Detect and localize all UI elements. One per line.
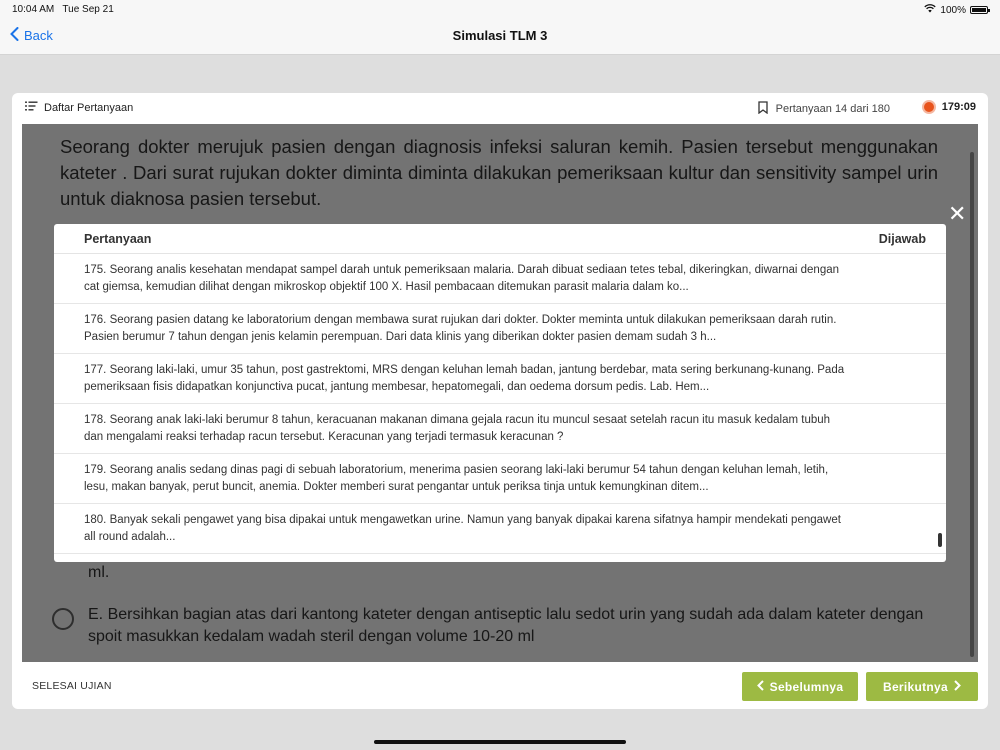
list-item-text: 178. Seorang anak laki-laki berumur 8 tahun, keracuanan makanan dimana gejala racun itu muncul sesaat setelah racun itu masuk kedalam tubuh dan mengalami reaksi terhadap racun tersebut. Keracunan yang terjadi termasuk keracunan ? — [84, 414, 831, 443]
list-icon — [25, 101, 38, 114]
previous-label: Sebelumnya — [769, 679, 844, 694]
list-item[interactable] — [54, 254, 946, 304]
question-list-label: Daftar Pertanyaan — [44, 101, 134, 114]
timer-record-icon — [922, 100, 936, 114]
popup-scrollbar[interactable] — [938, 533, 942, 547]
close-icon[interactable]: ✕ — [948, 201, 967, 226]
question-list-popup — [54, 224, 946, 562]
page-title: Simulasi TLM 3 — [452, 28, 548, 43]
question-counter — [758, 101, 890, 117]
question-counter-text: Pertanyaan 14 dari 180 — [775, 103, 890, 115]
back-label: Back — [24, 28, 53, 43]
battery-percent: 100% — [940, 4, 966, 16]
list-item[interactable] — [54, 304, 946, 354]
chevron-left-icon — [757, 680, 764, 694]
list-item[interactable] — [54, 504, 946, 554]
column-question: Pertanyaan — [84, 231, 152, 246]
card-header — [12, 93, 988, 123]
popup-header — [54, 224, 946, 254]
list-item-text: 176. Seorang pasien datang ke laboratorium dengan membawa surat rujukan dari dokter. Dokter meminta untuk dilakukan pemeriksaan darah rutin. Pasien berumur 7 tahun dengan jenis kelamin perempuan. Dari data klinis yang diberikan dokter pasien demam sudah 3 h... — [84, 314, 837, 343]
list-item[interactable] — [54, 354, 946, 404]
list-item[interactable] — [54, 454, 946, 504]
exam-timer — [922, 100, 976, 114]
status-date: Tue Sep 21 — [62, 4, 114, 15]
top-bar — [0, 0, 1000, 55]
bookmark-icon[interactable] — [758, 101, 768, 117]
status-time — [12, 4, 114, 15]
list-item-text: 175. Seorang analis kesehatan mendapat sampel darah untuk pemeriksaan malaria. Darah dibuat sediaan tetes tebal, dikeringkan, diwarnai dengan cat giemsa, kemudian dilihat dengan mikroskop objektif 100 X. Hasil pembacaan ditemukan parasit malaria dalam ko... — [84, 264, 840, 293]
battery-icon — [970, 6, 988, 14]
column-answered: Dijawab — [878, 231, 926, 246]
battery-level — [972, 8, 986, 12]
previous-button[interactable] — [742, 672, 858, 701]
home-indicator[interactable] — [374, 740, 626, 744]
chevron-right-icon — [954, 680, 961, 694]
question-list-button[interactable] — [25, 101, 133, 114]
timer-value: 179:09 — [941, 101, 976, 113]
status-indicators — [924, 4, 988, 16]
list-item-text: 177. Seorang laki-laki, umur 35 tahun, post gastrektomi, MRS dengan keluhan lemah badan, jantung berdebar, mata sering berkunang-kunang. Pada pemeriksaan fisis didapatkan konjunctiva pucat, jantung membesar, hepatomegali, dan oedema dorsum pedis. Lab. Hem... — [84, 364, 845, 393]
next-button[interactable] — [866, 672, 978, 701]
finish-exam-button[interactable]: SELESAI UJIAN — [32, 680, 112, 692]
status-clock: 10:04 AM — [12, 4, 55, 15]
list-item-text: 180. Banyak sekali pengawet yang bisa dipakai untuk mengawetkan urine. Namun yang banyak dipakai karena sifatnya hampir mendekati pengawet all round adalah... — [84, 514, 841, 543]
list-item-text: 179. Seorang analis sedang dinas pagi di sebuah laboratorium, menerima pasien seorang laki-laki berumur 54 tahun dengan keluhan lemah, letih, lesu, makan banyak, perut buncit, anemia. Dokter memberi surat pengantar untuk periksa tinja untuk kemungkinan ditem... — [84, 464, 829, 493]
list-item[interactable] — [54, 404, 946, 454]
next-label: Berikutnya — [882, 679, 949, 694]
wifi-icon — [924, 4, 936, 16]
